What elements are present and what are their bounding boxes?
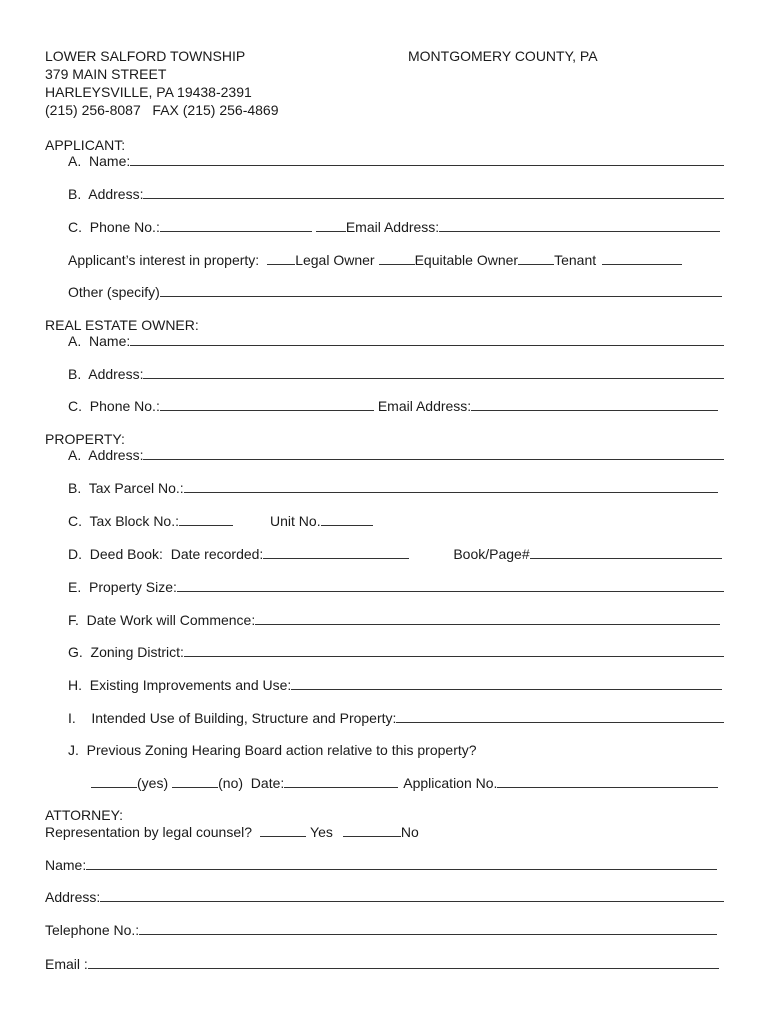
equitable-owner-line[interactable] (379, 264, 415, 265)
zoning-district-field[interactable] (68, 642, 724, 660)
previous-yes-label: (yes) (137, 775, 169, 791)
legal-owner-line[interactable] (267, 264, 295, 265)
counsel-no-label: No (400, 824, 419, 840)
unit-no-label: Unit No. (270, 513, 321, 529)
owner-email-label: Email Address: (377, 398, 472, 414)
owner-address-line[interactable] (143, 378, 724, 379)
zoning-district-label: G. Zoning District: (68, 644, 184, 660)
book-page-line[interactable] (530, 558, 722, 559)
applicant-contact-field[interactable] (68, 217, 720, 235)
tax-parcel-field[interactable] (68, 478, 718, 496)
legal-owner-label: Legal Owner (295, 252, 375, 268)
tax-parcel-label: B. Tax Parcel No.: (68, 480, 184, 496)
applicant-interest-field[interactable] (68, 250, 682, 268)
property-size-line[interactable] (177, 591, 724, 592)
intended-use-line[interactable] (396, 722, 724, 723)
book-page-label: Book/Page# (453, 546, 530, 562)
application-no-line[interactable] (497, 787, 718, 788)
attorney-address-field[interactable] (45, 887, 724, 905)
tenant-label: Tenant (554, 252, 597, 268)
owner-name-field[interactable] (68, 331, 724, 349)
property-address-label: A. Address: (68, 447, 144, 463)
application-no-label: Application No. (403, 775, 498, 791)
applicant-address-line[interactable] (143, 198, 724, 199)
contact-line (45, 102, 279, 118)
applicant-name-field[interactable] (68, 151, 724, 169)
property-size-field[interactable] (68, 577, 724, 595)
attorney-name-label: Name: (45, 857, 87, 873)
counsel-yes-line[interactable] (260, 836, 306, 837)
existing-improvements-label: H. Existing Improvements and Use: (68, 677, 292, 693)
attorney-email-line[interactable] (88, 968, 719, 969)
tenant-other-line[interactable] (602, 264, 682, 265)
date-recorded-line[interactable] (263, 558, 409, 559)
owner-heading: REAL ESTATE OWNER: (45, 317, 199, 333)
county-name: MONTGOMERY COUNTY, PA (408, 48, 598, 64)
property-heading: PROPERTY: (45, 431, 125, 447)
tax-block-field[interactable] (68, 511, 388, 529)
owner-phone-line[interactable] (160, 410, 374, 411)
attorney-email-label: Email : (45, 956, 88, 972)
date-work-line[interactable] (255, 624, 720, 625)
attorney-telephone-line[interactable] (139, 934, 717, 935)
applicant-name-line[interactable] (130, 165, 724, 166)
tax-parcel-line[interactable] (184, 492, 718, 493)
attorney-email-field[interactable] (45, 954, 719, 972)
legal-counsel-field[interactable] (45, 822, 425, 840)
deed-book-field[interactable] (68, 544, 722, 562)
applicant-email-label: Email Address: (345, 219, 440, 235)
existing-improvements-field[interactable] (68, 675, 722, 693)
property-address-field[interactable] (68, 445, 724, 463)
date-work-label: F. Date Work will Commence: (68, 612, 256, 628)
city-address: HARLEYSVILLE, PA 19438-2391 (45, 84, 252, 100)
intended-use-field[interactable] (68, 708, 724, 726)
owner-name-label: A. Name: (68, 333, 131, 349)
tax-block-line[interactable] (179, 525, 233, 526)
previous-date-line[interactable] (284, 787, 398, 788)
legal-counsel-label: Representation by legal counsel? (45, 824, 253, 840)
attorney-heading: ATTORNEY: (45, 807, 124, 823)
previous-no-label: (no) Date: (218, 775, 285, 791)
owner-email-line[interactable] (471, 410, 718, 411)
previous-no-line[interactable] (172, 787, 218, 788)
existing-improvements-line[interactable] (291, 689, 722, 690)
owner-address-field[interactable] (68, 364, 724, 382)
applicant-email-pre-line[interactable] (316, 231, 346, 232)
applicant-address-label: B. Address: (68, 186, 144, 202)
applicant-address-field[interactable] (68, 184, 724, 202)
applicant-phone-line[interactable] (160, 231, 312, 232)
applicant-interest-label: Applicant’s interest in property: (68, 252, 260, 268)
street-address: 379 MAIN STREET (45, 66, 167, 82)
attorney-telephone-field[interactable] (45, 920, 717, 938)
equitable-owner-label: Equitable Owner (414, 252, 519, 268)
tax-block-label: C. Tax Block No.: (68, 513, 180, 529)
applicant-name-label: A. Name: (68, 153, 131, 169)
previous-zoning-answer-field[interactable] (91, 773, 718, 791)
unit-no-line[interactable] (321, 525, 373, 526)
counsel-yes-label: Yes (310, 824, 333, 840)
attorney-telephone-label: Telephone No.: (45, 922, 140, 938)
attorney-name-field[interactable] (45, 855, 717, 873)
owner-name-line[interactable] (130, 345, 724, 346)
owner-contact-field[interactable] (68, 396, 718, 414)
attorney-name-line[interactable] (86, 869, 717, 870)
previous-zoning-question: J. Previous Zoning Hearing Board action relative to this property? (68, 742, 477, 758)
applicant-phone-label: C. Phone No.: (68, 219, 160, 235)
zoning-district-line[interactable] (184, 656, 724, 657)
applicant-other-field[interactable] (68, 282, 722, 300)
counsel-no-line[interactable] (343, 836, 401, 837)
phone-number: (215) 256-8087 (45, 102, 141, 118)
applicant-email-line[interactable] (439, 231, 720, 232)
deed-book-label: D. Deed Book: Date recorded: (68, 546, 264, 562)
previous-yes-line[interactable] (91, 787, 137, 788)
date-work-field[interactable] (68, 610, 720, 628)
property-address-line[interactable] (143, 459, 724, 460)
owner-address-label: B. Address: (68, 366, 144, 382)
fax-number: FAX (215) 256-4869 (152, 102, 279, 118)
township-name: LOWER SALFORD TOWNSHIP (45, 48, 246, 64)
applicant-heading: APPLICANT: (45, 137, 126, 153)
applicant-other-line[interactable] (160, 296, 722, 297)
applicant-other-label: Other (specify) (68, 284, 160, 300)
intended-use-label: I. Intended Use of Building, Structure and Property: (68, 710, 397, 726)
attorney-address-label: Address: (45, 889, 101, 905)
tenant-line[interactable] (518, 264, 554, 265)
property-size-label: E. Property Size: (68, 579, 177, 595)
attorney-address-line[interactable] (100, 901, 724, 902)
owner-phone-label: C. Phone No.: (68, 398, 160, 414)
